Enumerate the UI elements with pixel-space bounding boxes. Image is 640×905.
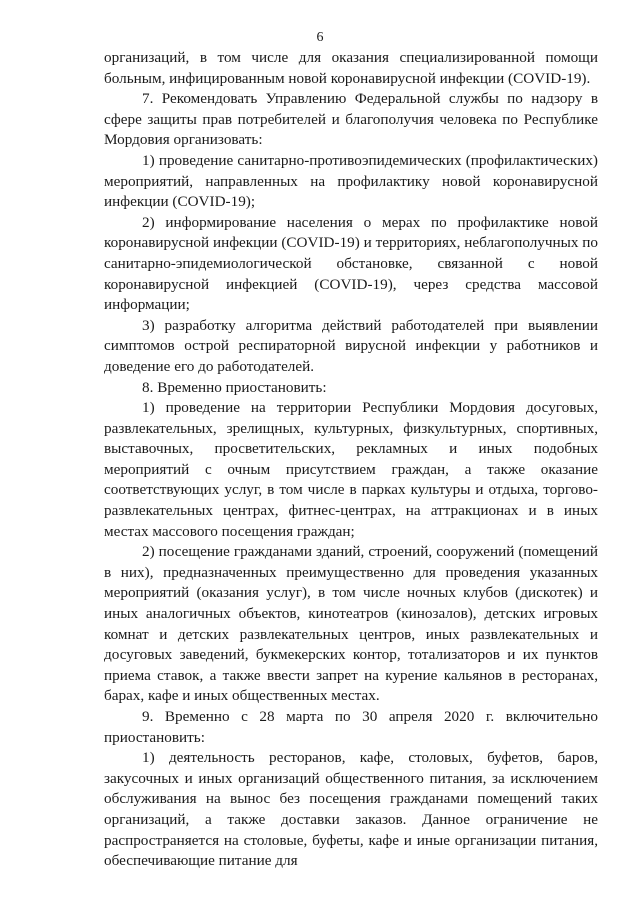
paragraph: 7. Рекомендовать Управлению Федеральной службы по надзору в сфере защиты прав потребителей и благополучия человека по Республике Мордовия организовать: [104, 90, 598, 149]
page-number: 6 [316, 30, 324, 45]
document-body [104, 48, 598, 872]
paragraph: организаций, в том числе для оказания специализированной помощи больным, инфицированным новой коронавирусной инфекции (COVID-19). [104, 49, 598, 87]
paragraph: 1) проведение на территории Республики Мордовия досуговых, развлекательных, зрелищных, культурных, физкультурных, спортивных, выставочных, просветительских, рекламных и иных подобных мероприятий с очным присутствием граждан, а также оказание соответствующих услуг, в том числе в парках культуры и отдыха, торгово-развлекательных центрах, фитнес-центрах, на аттракционах и в иных местах массового посещения граждан; [104, 399, 598, 540]
paragraph: 8. Временно приостановить: [142, 378, 327, 396]
paragraph: 3) разработку алгоритма действий работодателей при выявлении симптомов острой респираторной вирусной инфекции у работников и доведение его до работодателей. [104, 316, 598, 375]
paragraph: 1) деятельность ресторанов, кафе, столовых, буфетов, баров, закусочных и иных организаций общественного питания, за исключением обслуживания на вынос без посещения гражданами помещений таких организаций, а также доставки заказов. Данное ограничение не распространяется на столовые, буфеты, кафе и иные организации питания, обеспечивающие питание для [104, 749, 598, 870]
paragraph: 1) проведение санитарно-противоэпидемических (профилактических) мероприятий, направленных на профилактику новой коронавирусной инфекции (COVID-19); [104, 151, 598, 211]
paragraph: 9. Временно с 28 марта по 30 апреля 2020 г. включительно приостановить: [104, 708, 598, 746]
paragraph: 2) посещение гражданами зданий, строений, сооружений (помещений в них), предназначенных преимущественно для проведения указанных мероприятий (оказания услуг), в том числе ночных клубов (дискотек) и иных аналогичных объектов, кинотеатров (кинозалов), детских игровых комнат и детских развлекательных центров, иных развлекательных и досуговых заведений, букмекерских контор, тотализаторов и их пунктов приема ставок, а также ввести запрет на курение кальянов в ресторанах, барах, кафе и иных общественных местах. [104, 543, 598, 705]
paragraph: 2) информирование населения о мерах по профилактике новой коронавирусной инфекции (COVID-19) и территориях, неблагополучных по санитарно-эпидемиологической обстановке, связанной с новой коронавирусной инфекцией (COVID-19), через средства массовой информации; [104, 213, 598, 314]
